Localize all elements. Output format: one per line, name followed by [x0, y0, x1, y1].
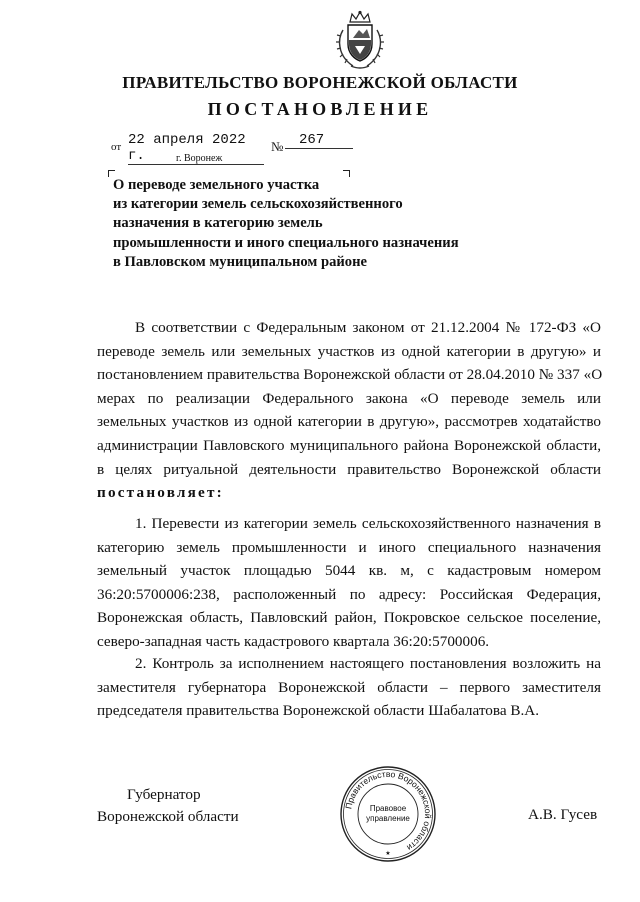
number-prefix: №	[271, 139, 284, 154]
clause-1	[97, 512, 601, 654]
paragraph-line: В соответствии с Федеральным законом от 21.12.2004 № 172-ФЗ «О	[135, 319, 601, 336]
stamp-center-line: управление	[366, 814, 410, 823]
city-name: г. Воронеж	[176, 153, 223, 164]
title-line: промышленности и иного специального назначения	[113, 234, 459, 251]
paragraph-line: заместителя губернатора Воронежской области – первого заместителя	[97, 678, 601, 696]
coat-of-arms-icon	[333, 10, 387, 72]
official-stamp	[338, 764, 438, 864]
title-line: в Павловском муниципальном районе	[113, 253, 367, 270]
title-line: из категории земель сельскохозяйственного	[113, 196, 403, 213]
clause-2	[97, 652, 601, 723]
document-date: 22 апреля 2022 г.	[128, 132, 264, 165]
date-prefix: от	[111, 141, 122, 153]
paragraph-line: северо-западная часть кадастрового квартала 36:20:5700006.	[97, 632, 490, 650]
paragraph-line: Воронежская область, Павловский район, Покровское сельское поселение,	[97, 609, 601, 627]
title-line: назначения в категорию земель	[113, 215, 323, 232]
paragraph-line: постановлением правительства Воронежской области от 28.04.2010 № 337 «О	[97, 366, 603, 384]
paragraph-line: переводе земель или земельных участков из одной категории в другую» и	[97, 342, 601, 360]
paragraph-line: 2. Контроль за исполнением настоящего постановления возложить на	[135, 655, 601, 672]
paragraph-line: администрации Павловского муниципального района Воронежской области,	[97, 436, 601, 454]
paragraph-line: 36:20:5700006:238, расположенный по адресу: Российская Федерация,	[97, 585, 601, 603]
paragraph-line: 1. Перевести из категории земель сельскохозяйственного назначения в	[135, 515, 601, 532]
paragraph-line: в целях ритуальной деятельности правительство Воронежской области	[97, 460, 601, 478]
document-title	[113, 176, 513, 272]
paragraph-line: мерах по реализации Федерального закона «О переводе земель или	[97, 389, 601, 407]
document-type: ПОСТАНОВЛЕНИЕ	[207, 99, 433, 119]
government-name: ПРАВИТЕЛЬСТВО ВОРОНЕЖСКОЙ ОБЛАСТИ	[122, 73, 518, 92]
resolves-word: постановляет:	[97, 484, 224, 502]
title-line: О переводе земельного участка	[113, 177, 320, 193]
preamble-paragraph	[97, 316, 601, 505]
paragraph-line: категорию земель промышленности и иного специального назначения	[97, 538, 601, 556]
paragraph-line: земельных участков из одной категории в другую», рассмотрев ходатайство	[97, 413, 601, 431]
position-line: Губернатор	[127, 786, 201, 803]
paragraph-line: земельный участок площадью 5044 кв. м, с кадастровым номером	[97, 562, 601, 580]
stamp-center-line: Правовое	[369, 804, 407, 813]
document-number: 267	[285, 132, 353, 149]
stamp-ring-text: Правительство Воронежской области	[343, 768, 434, 853]
signatory-position	[97, 784, 239, 828]
paragraph-line: председателя правительства Воронежской области Шабалатова В.А.	[97, 702, 540, 720]
signatory-name: А.В. Гусев	[528, 806, 598, 823]
stamp-star-icon: ★	[385, 850, 391, 857]
position-line: Воронежской области	[97, 808, 239, 825]
